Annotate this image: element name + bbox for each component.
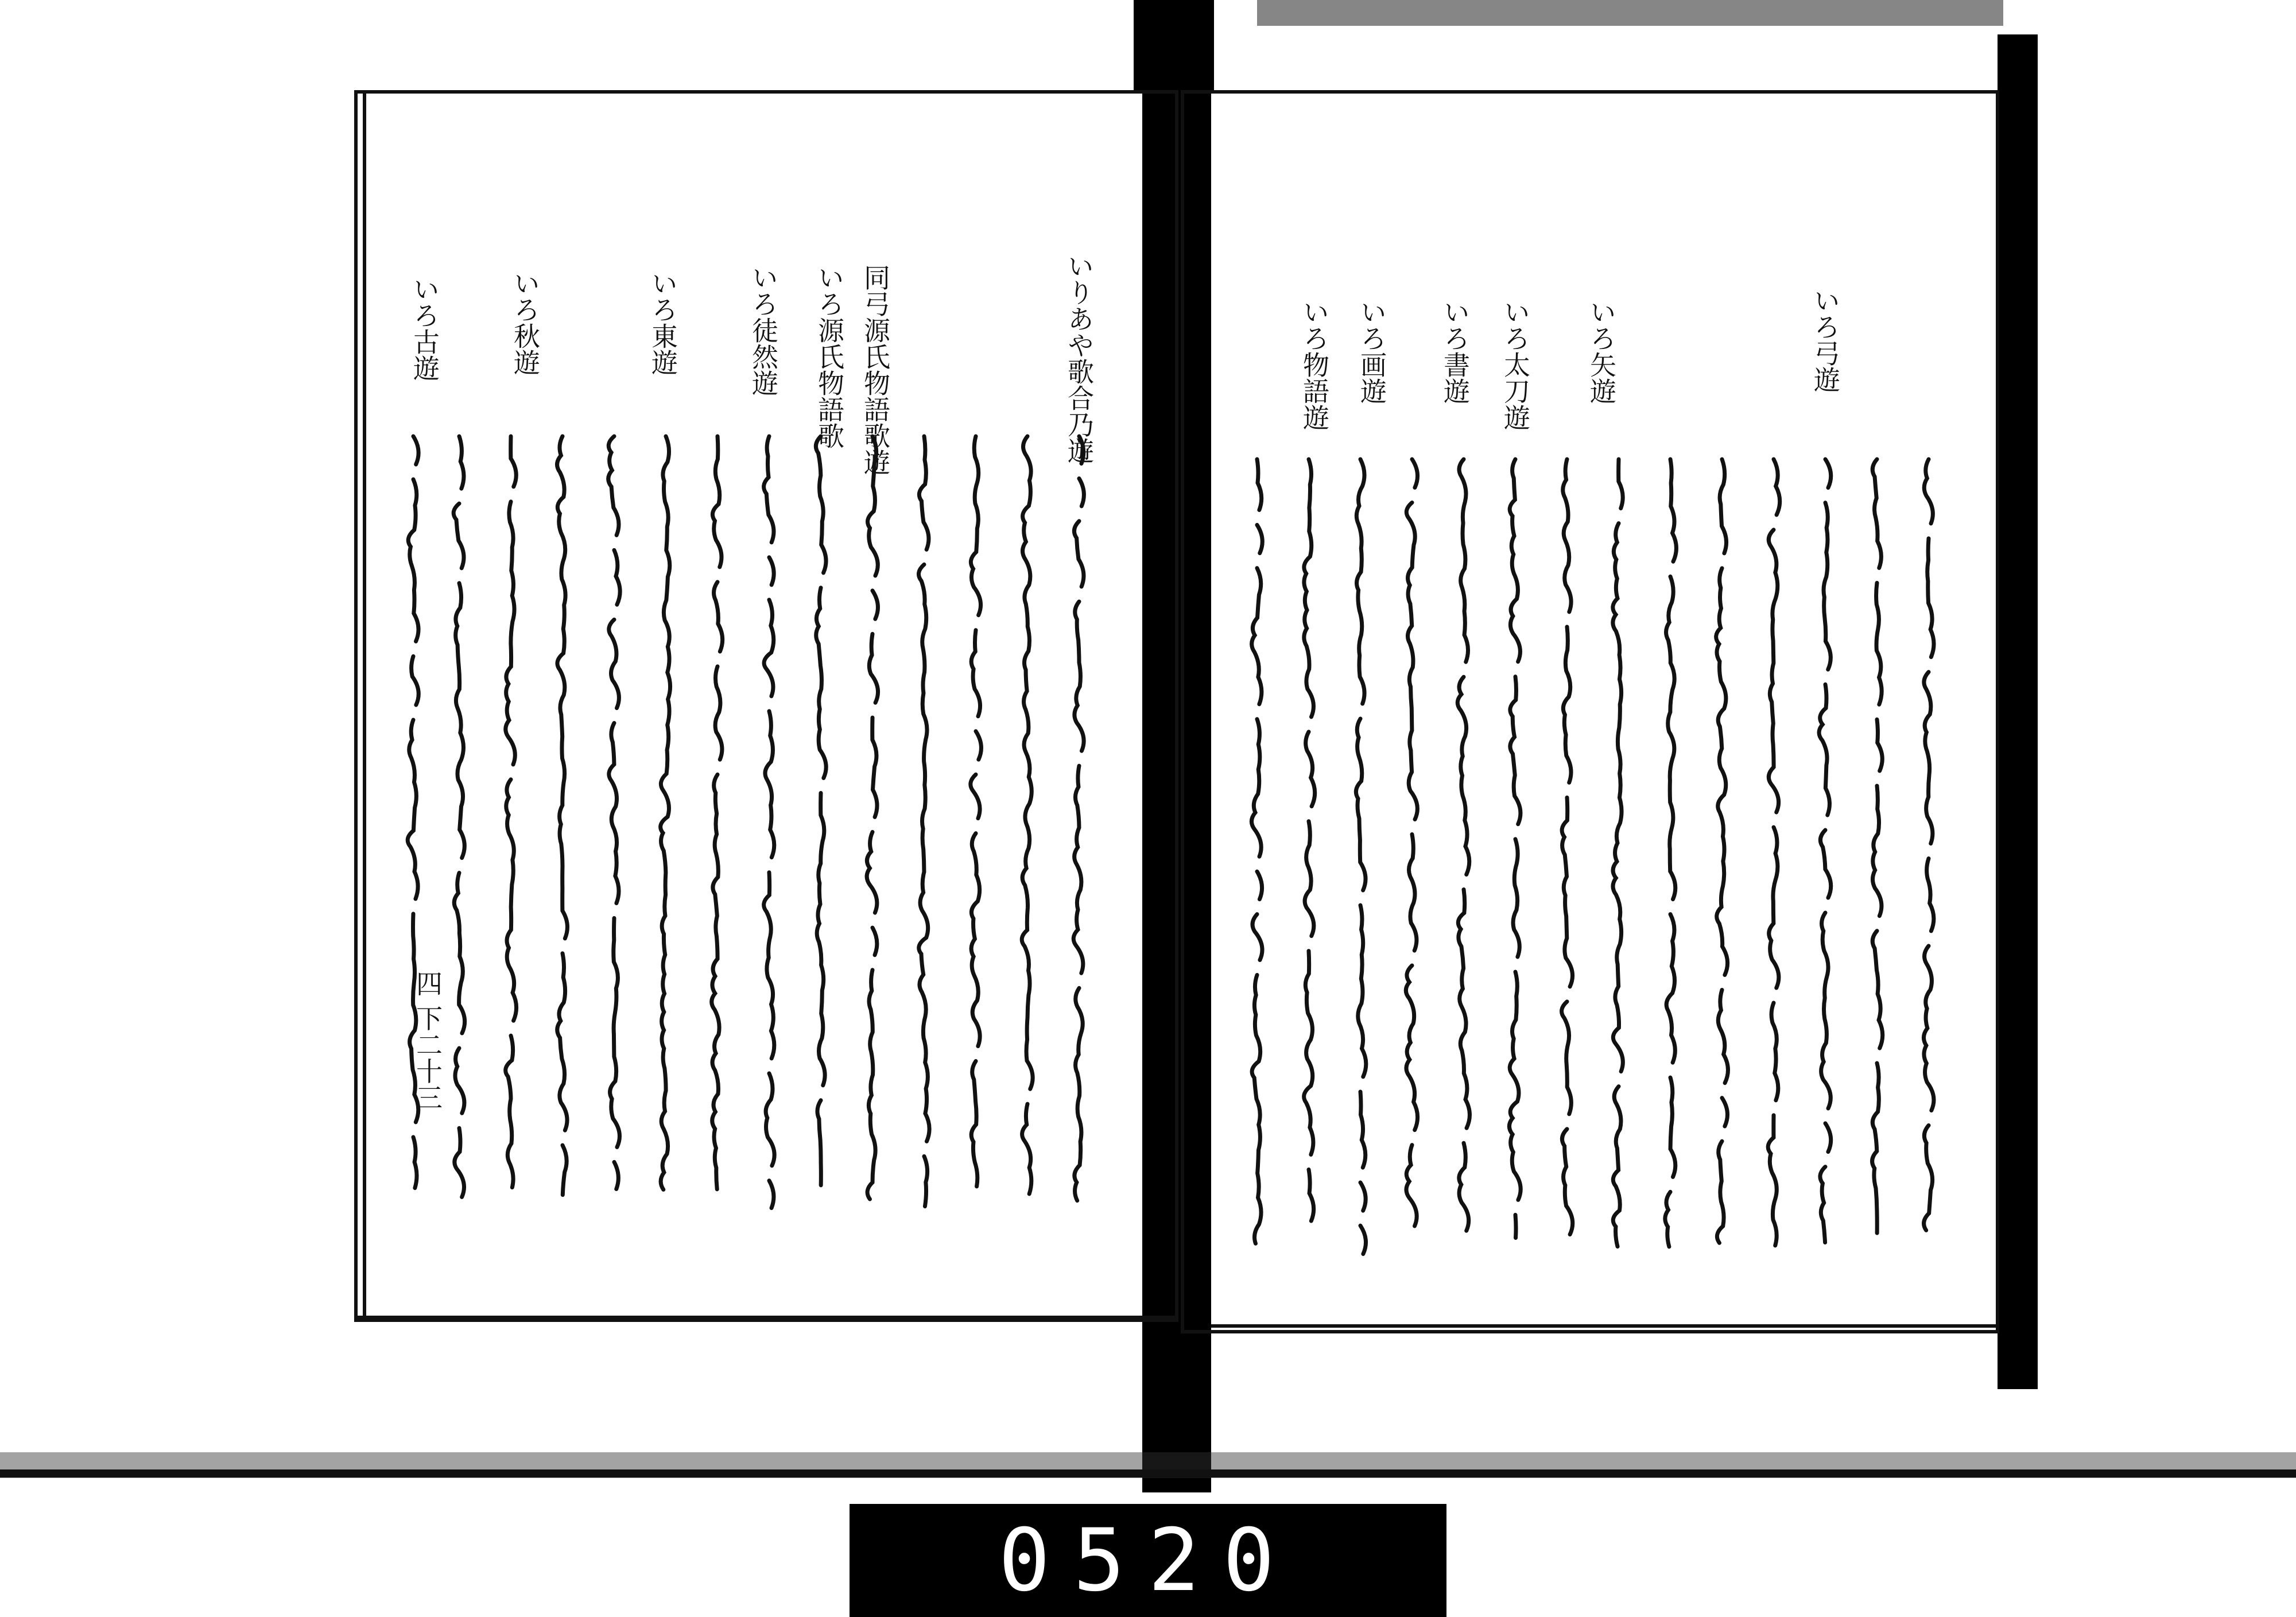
right-body-column bbox=[1304, 459, 1315, 1236]
left-body-column bbox=[506, 436, 517, 1188]
right-heading-2: いろ矢遊 bbox=[1586, 298, 1617, 404]
right-body-column bbox=[1562, 459, 1573, 1250]
right-page-headings bbox=[1299, 287, 1841, 431]
left-body-column bbox=[712, 436, 723, 1189]
frame-number: 0520 bbox=[998, 1511, 1298, 1611]
left-heading-5: いろ東遊 bbox=[647, 270, 678, 375]
right-body-column bbox=[1716, 459, 1728, 1243]
right-body-column bbox=[1613, 459, 1623, 1247]
right-heading-5: いろ画遊 bbox=[1356, 298, 1387, 404]
left-body-column bbox=[453, 436, 464, 1212]
left-body-column bbox=[1022, 436, 1033, 1194]
right-body-column bbox=[1923, 459, 1934, 1230]
left-body-column bbox=[608, 436, 620, 1204]
right-heading-1: いろ弓遊 bbox=[1810, 287, 1841, 393]
left-body-column bbox=[764, 436, 775, 1223]
bottom-scan-band-2 bbox=[0, 1469, 2296, 1478]
right-edge-shadow bbox=[1998, 34, 2038, 1389]
left-body-column bbox=[1073, 436, 1084, 1201]
right-body-column bbox=[1356, 459, 1366, 1269]
right-body-column bbox=[1872, 459, 1883, 1233]
left-heading-4: いろ徒然遊 bbox=[748, 264, 779, 396]
right-body-column bbox=[1509, 459, 1521, 1238]
left-body-column bbox=[557, 436, 568, 1195]
right-body-column bbox=[1251, 459, 1262, 1243]
left-page-folio: 四 下二十三 bbox=[412, 970, 443, 1111]
left-heading-3: いろ源氏物語歌 bbox=[814, 264, 845, 449]
right-body-column bbox=[1665, 459, 1677, 1247]
left-body-column bbox=[816, 436, 826, 1185]
right-body-column bbox=[1768, 459, 1780, 1246]
right-body-column bbox=[1406, 459, 1417, 1241]
left-heading-2: 同弓源氏物語歌遊 bbox=[860, 264, 891, 475]
right-heading-6: いろ物語遊 bbox=[1299, 298, 1330, 431]
top-right-noise bbox=[1257, 0, 2003, 26]
left-body-column bbox=[867, 436, 878, 1199]
left-body-column bbox=[661, 436, 670, 1189]
left-body-column bbox=[918, 436, 929, 1207]
right-heading-4: いろ書遊 bbox=[1440, 298, 1471, 404]
left-heading-7: いろ古遊 bbox=[409, 276, 440, 381]
right-heading-3: いろ太刀遊 bbox=[1500, 298, 1531, 431]
left-heading-1: いりあや歌合乃遊 bbox=[1064, 253, 1095, 464]
left-heading-6: いろ秋遊 bbox=[510, 270, 541, 375]
right-body-column bbox=[1819, 459, 1831, 1243]
right-body-column bbox=[1457, 459, 1469, 1246]
left-body-column bbox=[971, 436, 982, 1186]
